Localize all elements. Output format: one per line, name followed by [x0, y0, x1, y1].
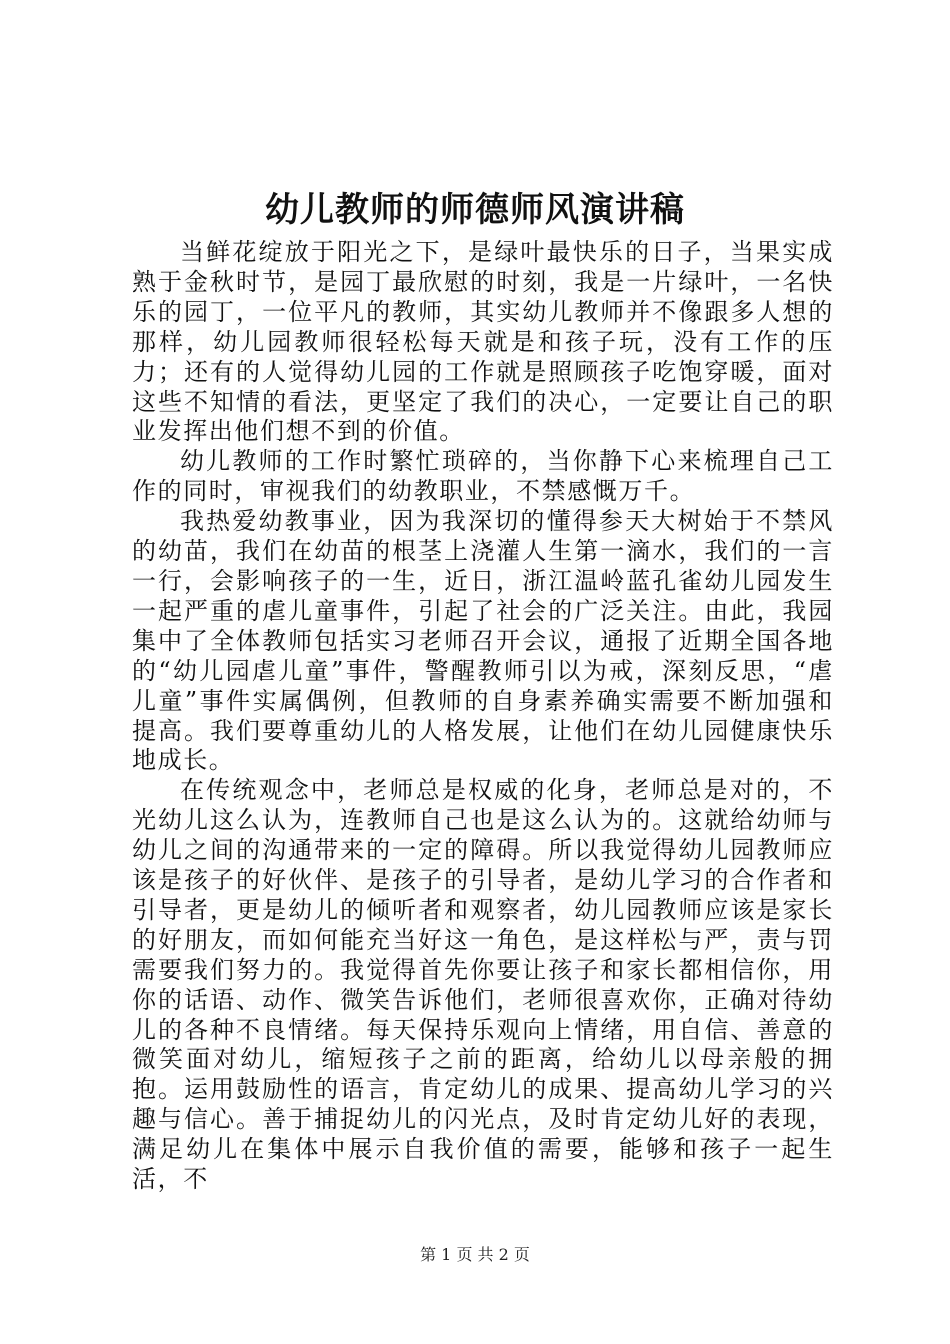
paragraph-1: 当鲜花绽放于阳光之下，是绿叶最快乐的日子，当果实成熟于金秋时节，是园丁最欣慰的时刻，我是一片绿叶，一名快乐的园丁，一位平凡的教师，其实幼儿教师并不像跟多人想的那样，幼儿园教师很轻松每天就是和孩子玩，没有工作的压力；还有的人觉得幼儿园的工作就是照顾孩子吃饱穿暖，面对这些不知情的看法，更坚定了我们的决心，一定要让自己的职业发挥出他们想不到的价值。: [132, 238, 834, 446]
paragraph-2: 幼儿教师的工作时繁忙琐碎的，当你静下心来梳理自己工作的同时，审视我们的幼教职业，不禁感慨万千。: [132, 447, 834, 506]
page-footer: 第 1 页 共 2 页: [420, 1245, 530, 1264]
paragraph-4: 在传统观念中，老师总是权威的化身，老师总是对的，不光幼儿这么认为，连教师自己也是这么认为的。这就给幼师与幼儿之间的沟通带来的一定的障碍。所以我觉得幼儿园教师应该是孩子的好伙伴、是孩子的引导者，是幼儿学习的合作者和引导者，更是幼儿的倾听者和观察者，幼儿园教师应该是家长的好朋友，而如何能充当好这一角色，是这样松与严，责与罚需要我们努力的。我觉得首先你要让孩子和家长都相信你，用你的话语、动作、微笑告诉他们，老师很喜欢你，正确对待幼儿的各种不良情绪。每天保持乐观向上情绪，用自信、善意的微笑面对幼儿，缩短孩子之前的距离，给幼儿以母亲般的拥抱。运用鼓励性的语言，肯定幼儿的成果、提高幼儿学习的兴趣与信心。善于捕捉幼儿的闪光点，及时肯定幼儿好的表现，满足幼儿在集体中展示自我价值的需要，能够和孩子一起生活，不: [132, 776, 834, 1194]
document-body: [132, 238, 834, 1195]
document-title: 幼儿教师的师德师风演讲稿: [265, 190, 685, 230]
paragraph-3: 我热爱幼教事业，因为我深切的懂得参天大树始于不禁风的幼苗，我们在幼苗的根茎上浇灌人生第一滴水，我们的一言一行，会影响孩子的一生，近日，浙江温岭蓝孔雀幼儿园发生一起严重的虐儿童事件，引起了社会的广泛关注。由此，我园集中了全体教师包括实习老师召开会议，通报了近期全国各地的“幼儿园虐儿童”事件，警醒教师引以为戒，深刻反思，“虐儿童”事件实属偶例，但教师的自身素养确实需要不断加强和提高。我们要尊重幼儿的人格发展，让他们在幼儿园健康快乐地成长。: [132, 507, 834, 775]
